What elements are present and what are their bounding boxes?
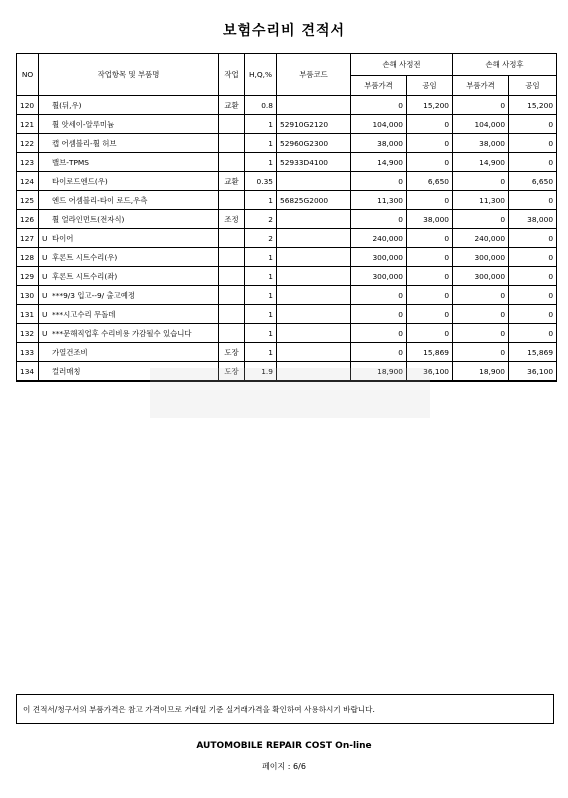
row-after-part-price: 300,000 [453, 267, 509, 286]
row-number: 125 [17, 191, 39, 210]
row-item-name: 밸브-TPMS [52, 157, 89, 167]
row-item-cell [39, 324, 219, 343]
row-after-labor: 36,100 [509, 362, 557, 382]
row-hq: 1 [245, 343, 277, 362]
row-part-code: 56825G2000 [277, 191, 351, 210]
row-work-type [219, 324, 245, 343]
row-part-code: 52910G2120 [277, 115, 351, 134]
row-before-labor: 38,000 [407, 210, 453, 229]
header-before-assessment: 손해 사정전 [351, 54, 453, 76]
row-hq: 1 [245, 115, 277, 134]
row-number: 131 [17, 305, 39, 324]
row-before-part-price: 0 [351, 172, 407, 191]
row-before-labor: 0 [407, 115, 453, 134]
row-hq: 1 [245, 286, 277, 305]
row-before-part-price: 300,000 [351, 248, 407, 267]
row-after-part-price: 240,000 [453, 229, 509, 248]
row-item-cell [39, 362, 219, 382]
row-part-code: 52933D4100 [277, 153, 351, 172]
row-part-code [277, 229, 351, 248]
row-hq: 1 [245, 324, 277, 343]
row-number: 126 [17, 210, 39, 229]
row-before-labor: 0 [407, 305, 453, 324]
row-after-part-price: 0 [453, 172, 509, 191]
row-item-cell [39, 210, 219, 229]
row-work-type [219, 191, 245, 210]
row-before-part-price: 0 [351, 286, 407, 305]
row-item-cell [39, 229, 219, 248]
row-after-part-price: 0 [453, 286, 509, 305]
row-after-part-price: 18,900 [453, 362, 509, 382]
header-before-labor: 공임 [407, 76, 453, 96]
row-item-name: 휠 앗세이-알루미늄 [52, 119, 115, 129]
header-no: NO [17, 54, 39, 96]
header-hq: H,Q,% [245, 54, 277, 96]
table-row [17, 153, 557, 172]
row-item-cell [39, 134, 219, 153]
row-hq: 2 [245, 210, 277, 229]
row-hq: 1 [245, 248, 277, 267]
row-before-part-price: 104,000 [351, 115, 407, 134]
row-work-type [219, 248, 245, 267]
row-number: 127 [17, 229, 39, 248]
row-flag: U [42, 290, 48, 300]
row-hq: 1 [245, 305, 277, 324]
header-after-labor: 공임 [509, 76, 557, 96]
row-before-part-price: 0 [351, 305, 407, 324]
row-after-part-price: 0 [453, 96, 509, 115]
row-item-name: 후론트 시트수리(좌) [52, 271, 118, 281]
row-after-part-price: 0 [453, 305, 509, 324]
row-part-code [277, 343, 351, 362]
row-hq: 1 [245, 134, 277, 153]
table-row [17, 362, 557, 382]
row-after-labor: 0 [509, 134, 557, 153]
header-work: 작업 [219, 54, 245, 96]
row-after-part-price: 300,000 [453, 248, 509, 267]
row-item-name: 엔드 어셈블리-타이 로드,우측 [52, 195, 148, 205]
row-after-labor: 0 [509, 153, 557, 172]
row-item-cell [39, 172, 219, 191]
row-part-code [277, 96, 351, 115]
row-after-part-price: 11,300 [453, 191, 509, 210]
row-before-part-price: 14,900 [351, 153, 407, 172]
row-hq: 2 [245, 229, 277, 248]
row-part-code [277, 362, 351, 382]
row-work-type: 도장 [219, 362, 245, 382]
row-work-type: 조정 [219, 210, 245, 229]
row-before-part-price: 300,000 [351, 267, 407, 286]
header-after-assessment: 손해 사정후 [453, 54, 557, 76]
row-after-part-price: 0 [453, 210, 509, 229]
table-row [17, 134, 557, 153]
row-before-part-price: 0 [351, 343, 407, 362]
row-number: 128 [17, 248, 39, 267]
row-flag: U [42, 309, 48, 319]
row-work-type [219, 229, 245, 248]
table-row [17, 248, 557, 267]
row-before-part-price: 0 [351, 210, 407, 229]
row-work-type: 교환 [219, 172, 245, 191]
footer-title: AUTOMOBILE REPAIR COST On-line [196, 741, 372, 751]
row-before-labor: 0 [407, 324, 453, 343]
row-after-labor: 0 [509, 286, 557, 305]
row-item-cell [39, 191, 219, 210]
row-after-labor: 0 [509, 248, 557, 267]
row-item-cell [39, 343, 219, 362]
row-number: 130 [17, 286, 39, 305]
row-item-name: 컬러매칭 [52, 366, 81, 376]
table-row [17, 267, 557, 286]
row-before-labor: 6,650 [407, 172, 453, 191]
row-hq: 1 [245, 267, 277, 286]
row-before-part-price: 18,900 [351, 362, 407, 382]
table-row [17, 229, 557, 248]
table-row [17, 115, 557, 134]
row-number: 134 [17, 362, 39, 382]
row-before-labor: 0 [407, 286, 453, 305]
row-hq: 1 [245, 153, 277, 172]
row-work-type [219, 286, 245, 305]
document-title: 보험수리비 견적서 [222, 23, 346, 39]
row-after-labor: 0 [509, 305, 557, 324]
row-after-labor: 0 [509, 115, 557, 134]
row-number: 124 [17, 172, 39, 191]
row-before-part-price: 0 [351, 324, 407, 343]
row-item-name: 캡 어셈블리-휠 허브 [52, 138, 117, 148]
table-row [17, 343, 557, 362]
row-after-labor: 0 [509, 191, 557, 210]
row-after-labor: 0 [509, 324, 557, 343]
row-item-cell [39, 305, 219, 324]
row-before-part-price: 11,300 [351, 191, 407, 210]
row-before-labor: 36,100 [407, 362, 453, 382]
row-before-labor: 0 [407, 229, 453, 248]
table-row [17, 96, 557, 115]
row-flag: U [42, 328, 48, 338]
row-number: 133 [17, 343, 39, 362]
row-work-type [219, 134, 245, 153]
row-after-part-price: 0 [453, 324, 509, 343]
row-number: 121 [17, 115, 39, 134]
table-row [17, 172, 557, 191]
row-hq: 0.8 [245, 96, 277, 115]
row-item-cell [39, 286, 219, 305]
row-part-code [277, 286, 351, 305]
row-before-part-price: 0 [351, 96, 407, 115]
row-item-cell [39, 96, 219, 115]
row-number: 120 [17, 96, 39, 115]
row-before-part-price: 240,000 [351, 229, 407, 248]
row-after-labor: 0 [509, 229, 557, 248]
row-after-labor: 15,869 [509, 343, 557, 362]
row-item-name: 휠(뒤,우) [52, 100, 82, 110]
row-flag: U [42, 252, 48, 262]
row-before-part-price: 38,000 [351, 134, 407, 153]
row-after-labor: 0 [509, 267, 557, 286]
row-part-code [277, 324, 351, 343]
row-item-cell [39, 267, 219, 286]
row-work-type [219, 267, 245, 286]
row-part-code [277, 305, 351, 324]
row-item-name: 후론트 시트수리(우) [52, 252, 118, 262]
row-after-part-price: 104,000 [453, 115, 509, 134]
row-hq: 1 [245, 191, 277, 210]
table-row [17, 286, 557, 305]
header-after-part-price: 부품가격 [453, 76, 509, 96]
row-item-cell [39, 153, 219, 172]
estimate-table [16, 53, 557, 382]
row-work-type [219, 305, 245, 324]
row-number: 132 [17, 324, 39, 343]
table-row [17, 305, 557, 324]
row-after-part-price: 0 [453, 343, 509, 362]
row-item-name: 휠 얼라인먼트(전자식) [52, 214, 125, 224]
row-after-part-price: 38,000 [453, 134, 509, 153]
row-work-type [219, 153, 245, 172]
table-row [17, 324, 557, 343]
row-flag: U [42, 233, 48, 243]
row-item-name: 타이어 [52, 233, 74, 243]
header-before-part-price: 부품가격 [351, 76, 407, 96]
row-after-labor: 6,650 [509, 172, 557, 191]
notice-box: 이 견적서/청구서의 부품가격은 참고 가격이므로 거래일 기준 실거래가격을 확인하여 사용하시기 바랍니다. [16, 694, 554, 724]
row-item-name: ***9/3 입고--9/ 출고예정 [52, 290, 136, 300]
row-work-type: 교환 [219, 96, 245, 115]
row-before-labor: 0 [407, 153, 453, 172]
row-work-type [219, 115, 245, 134]
table-row [17, 191, 557, 210]
row-before-labor: 15,200 [407, 96, 453, 115]
page-number: 페이지 : 6/6 [262, 762, 306, 771]
row-number: 129 [17, 267, 39, 286]
row-item-cell [39, 248, 219, 267]
header-code: 부품코드 [277, 54, 351, 96]
row-part-code [277, 172, 351, 191]
row-before-labor: 15,869 [407, 343, 453, 362]
row-item-cell [39, 115, 219, 134]
row-number: 122 [17, 134, 39, 153]
row-item-name: 타이로드엔드(우) [52, 176, 108, 186]
row-before-labor: 0 [407, 267, 453, 286]
table-row [17, 210, 557, 229]
row-part-code [277, 248, 351, 267]
row-after-labor: 38,000 [509, 210, 557, 229]
row-before-labor: 0 [407, 134, 453, 153]
row-number: 123 [17, 153, 39, 172]
row-flag: U [42, 271, 48, 281]
row-part-code: 52960G2300 [277, 134, 351, 153]
row-before-labor: 0 [407, 191, 453, 210]
row-after-labor: 15,200 [509, 96, 557, 115]
row-item-name: ***문해직업후 수리비용 가감될수 있습니다 [52, 328, 192, 338]
row-part-code [277, 267, 351, 286]
row-hq: 1.9 [245, 362, 277, 382]
row-item-name: 가열건조비 [52, 347, 88, 357]
header-item: 작업항목 및 부품명 [39, 54, 219, 96]
row-hq: 0.35 [245, 172, 277, 191]
row-work-type: 도장 [219, 343, 245, 362]
row-item-name: ***시고수리 무돌데 [52, 309, 116, 319]
row-part-code [277, 210, 351, 229]
row-after-part-price: 14,900 [453, 153, 509, 172]
row-before-labor: 0 [407, 248, 453, 267]
